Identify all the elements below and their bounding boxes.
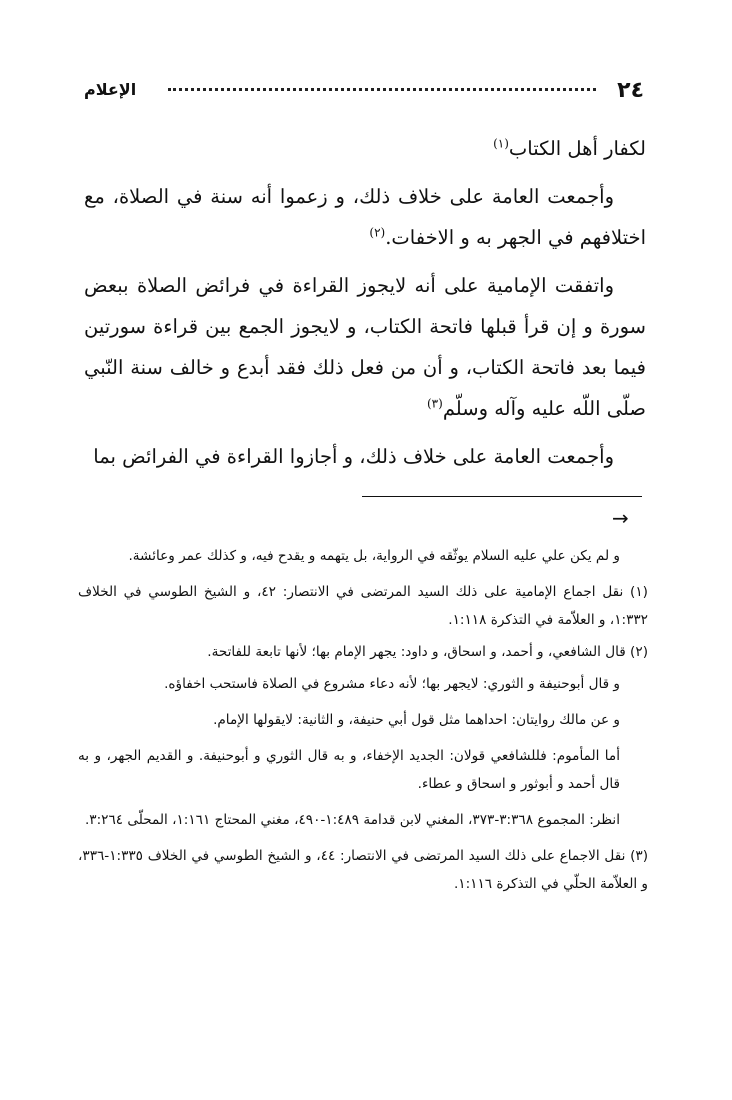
footnote-2-line-b: و عن مالك روايتان: احداهما مثل قول أبي حنيفة، و الثانية: لايقولها الإمام. — [213, 712, 620, 728]
page-number: ٢٤ — [617, 78, 644, 103]
paragraph-1 — [84, 128, 646, 169]
footnotes — [78, 542, 648, 902]
footnote-2-references: انظر: المجموع ٣:٣٦٨-٣٧٣، المغني لابن قدامة ١:٤٨٩-٤٩٠، مغني المحتاج ١:١٦١، المحلّى ٣:٢٦٤. — [84, 812, 620, 828]
footnote-2-line-c: أما المأموم: فللشافعي قولان: الجديد الإخفاء، و به قال الثوري و أبوحنيفة. و القديم الجهر، و به قال أحمد و أبوثور و اسحاق و عطاء. — [78, 748, 620, 792]
header-dot-leader — [168, 88, 596, 91]
paragraph-3 — [84, 265, 646, 429]
paragraph-1-text: لكفار أهل الكتاب — [508, 137, 646, 160]
footnote-1: (١) نقل اجماع الإمامية على ذلك السيد المرتضى في الانتصار: ٤٢، و الشيخ الطوسي في الخلاف ١:٣٣٢، و العلاّمة في التذكرة ١:١١٨. — [78, 584, 648, 628]
footnote-mark-3: (٣) — [426, 396, 443, 411]
footnote-2: (٢) قال الشافعي، و أحمد، و اسحاق، و داود: يجهر الإمام بها؛ لأنها تابعة للفاتحة. — [207, 644, 648, 660]
footnote-separator — [362, 496, 642, 497]
main-text — [84, 128, 646, 477]
running-header — [84, 78, 644, 110]
continuation-arrow-icon: → — [612, 506, 629, 530]
paragraph-4: وأجمعت العامة على خلاف ذلك، و أجازوا القراءة في الفرائض بما — [93, 445, 614, 468]
paragraph-2 — [84, 176, 646, 258]
footnote-2-line-a: و قال أبوحنيفة و الثوري: لايجهر بها؛ لأنه دعاء مشروع في الصلاة فاستحب اخفاؤه. — [164, 676, 620, 692]
book-title: الإعلام — [84, 80, 137, 99]
footnote-mark-2: (٢) — [369, 225, 386, 240]
paragraph-3-text: واتفقت الإمامية على أنه لايجوز القراءة في فرائض الصلاة ببعض سورة و إن قرأ قبلها فاتحة الكتاب، و لايجوز الجمع بين قراءة سورتين فيما بعد فاتحة الكتاب، و أن من فعل ذلك فقد أبدع و خالف سنة النّبي صلّى اللّه عليه وآله وسلّم — [84, 274, 646, 420]
footnote-mark-1: (١) — [493, 136, 509, 151]
paragraph-2-text: وأجمعت العامة على خلاف ذلك، و زعموا أنه سنة في الصلاة، مع اختلافهم في الجهر به و الاخفات. — [84, 185, 646, 249]
footnote-continuation: و لم يكن علي عليه السلام يوثّقه في الرواية، بل يتهمه و يقدح فيه، و كذلك عمر وعائشة. — [128, 548, 620, 564]
footnote-3: (٣) نقل الاجماع على ذلك السيد المرتضى في الانتصار: ٤٤، و الشيخ الطوسي في الخلاف ١:٣٣٥-٣٣٦، و العلاّمة الحلّي في التذكرة ١:١١٦. — [78, 848, 648, 892]
